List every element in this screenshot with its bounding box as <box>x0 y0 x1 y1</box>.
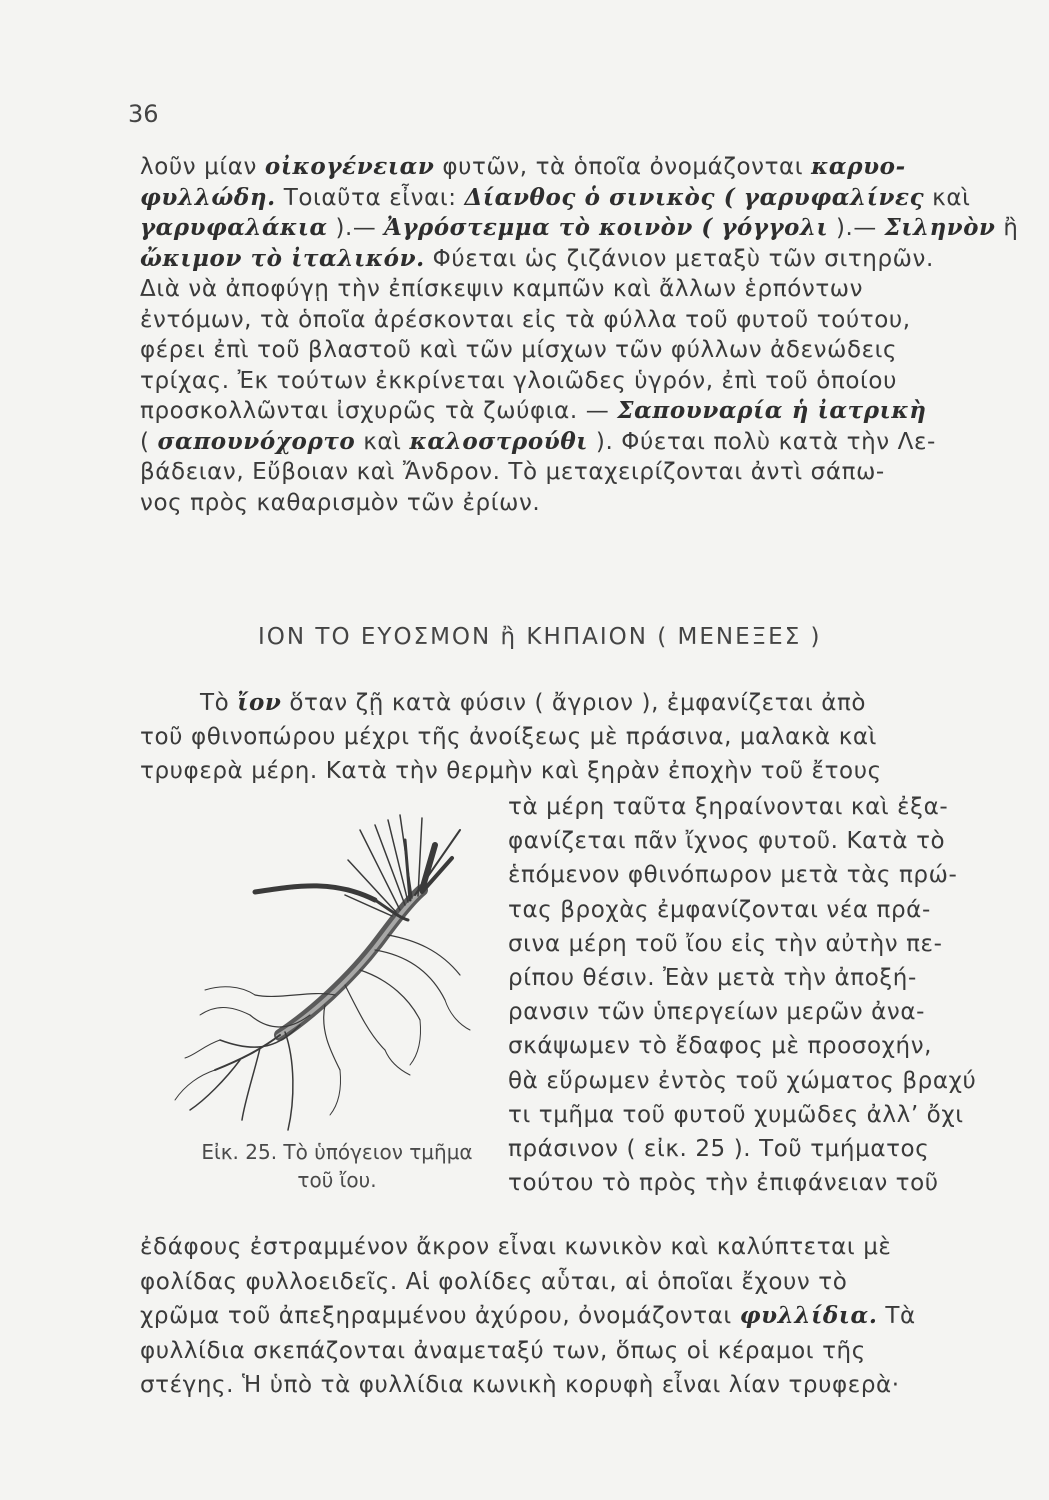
text-segment: ἐδάφους ἐστραμμένον ἄκρον εἶναι κωνικὸν καὶ καλύπτεται μὲ <box>140 1234 892 1260</box>
caption-line-1: Εἰκ. 25. Τὸ ὑπόγειον τμῆμα <box>201 1140 473 1164</box>
text-line <box>140 366 897 396</box>
violet-rhizome-illustration <box>160 800 500 1140</box>
text-line <box>140 152 906 182</box>
text-line <box>140 335 897 365</box>
text-segment: Διὰ νὰ ἀποφύγῃ τὴν ἐπίσκεψιν καμπῶν καὶ ἄλλων ἑρπόντων <box>140 276 864 302</box>
text-segment: λοῦν μίαν <box>140 154 265 180</box>
italic-term: οἰκογένειαν <box>264 153 435 180</box>
text-line: ἑπόμενον φθινόπωρον μετὰ τὰς πρώ- <box>508 862 958 889</box>
text-line <box>140 1336 866 1366</box>
text-line <box>140 1267 847 1297</box>
text-line: σινα μέρη τοῦ ἴου εἰς τὴν αὐτὴν πε- <box>508 930 943 957</box>
page-number: 36 <box>128 100 159 128</box>
text-line <box>140 274 863 304</box>
caption-line-2: τοῦ ἴου. <box>297 1168 377 1192</box>
text-segment: ). Φύεται πολὺ κατὰ τὴν Λε- <box>588 428 936 455</box>
text-segment: τρυφερὰ μέρη. Κατὰ τὴν θερμὴν καὶ ξηρὰν ἐποχὴν τοῦ ἔτους <box>140 758 882 784</box>
italic-term: Σιληνὸν <box>884 214 996 241</box>
text-segment: ἢ <box>995 215 1019 241</box>
italic-term: Σαπουναρία ἡ ἰατρικὴ <box>617 397 927 424</box>
text-line <box>140 1370 900 1400</box>
italic-term: φυλλώδη. <box>140 183 276 211</box>
text-line <box>140 722 877 752</box>
text-line <box>140 427 936 457</box>
text-line: τὰ μέρη ταῦτα ξηραίνονται καὶ ἐξα- <box>508 794 949 820</box>
text-segment: φολίδας φυλλοειδεῖς. Αἱ φολίδες αὗται, αἱ ὁποῖαι ἔχουν τὸ <box>140 1268 848 1295</box>
text-line <box>140 244 934 274</box>
italic-term: γαρυφαλάκια <box>140 214 328 241</box>
text-line <box>140 396 927 426</box>
text-line <box>140 1301 916 1331</box>
text-segment: τοῦ φθινοπώρου μέχρι τῆς ἀνοίξεως μὲ πράσινα, μαλακὰ καὶ <box>140 724 878 750</box>
text-line <box>140 183 970 213</box>
text-line <box>140 488 540 518</box>
text-line <box>140 756 882 786</box>
text-line: τούτου τὸ πρὸς τὴν ἐπιφάνειαν τοῦ <box>508 1170 939 1197</box>
text-line: πράσινον ( εἰκ. 25 ). Τοῦ τμήματος <box>508 1136 930 1162</box>
text-line: τας βροχὰς ἐμφανίζονται νέα πρά- <box>508 896 931 923</box>
text-segment: καὶ <box>924 184 971 211</box>
text-line <box>140 1232 891 1262</box>
text-segment: ἐντόμων, τὰ ὁποῖα ἀρέσκονται εἰς τὰ φύλλα τοῦ φυτοῦ τούτου, <box>140 306 911 333</box>
text-line: φανίζεται πᾶν ἴχνος φυτοῦ. Κατὰ τὸ <box>508 828 946 855</box>
italic-term: ἴον <box>237 689 282 716</box>
text-segment: φυτῶν, τὰ ὁποῖα ὀνομάζονται <box>434 154 812 180</box>
text-segment: στέγης. Ἡ ὑπὸ τὰ φυλλίδια κωνικὴ κορυφὴ εἶναι λίαν τρυφερὰ· <box>140 1372 900 1398</box>
text-line: ρίπου θέσιν. Ἐὰν μετὰ τὴν ἀποξή- <box>508 965 917 991</box>
text-segment: ).— <box>327 215 385 241</box>
text-segment: Τὰ <box>877 1303 916 1329</box>
italic-term: σαπουνόχορτο <box>157 427 356 455</box>
text-segment: νος πρὸς καθαρισμὸν τῶν ἐρίων. <box>140 489 541 516</box>
italic-term: φυλλίδια. <box>739 1302 878 1329</box>
text-segment: ).— <box>828 215 885 241</box>
text-segment: προσκολλῶνται ἰσχυρῶς τὰ ζωύφια. — <box>140 398 618 424</box>
figure-caption <box>172 1138 502 1194</box>
text-line <box>140 457 885 487</box>
text-segment: βάδειαν, Εὔβοιαν καὶ Ἄνδρον. Τὸ μεταχειρίζονται ἀντὶ σάπω- <box>140 459 885 485</box>
text-line: τι τμῆμα τοῦ φυτοῦ χυμῶδες ἀλλ’ ὄχι <box>508 1101 964 1128</box>
text-line: σκάψωμεν τὸ ἔδαφος μὲ προσοχήν, <box>508 1033 933 1060</box>
text-line: θὰ εὕρωμεν ἐντὸς τοῦ χώματος βραχύ <box>508 1067 977 1094</box>
text-segment: φέρει ἐπὶ τοῦ βλαστοῦ καὶ τῶν μίσχων τῶν φύλλων ἀδενώδεις <box>140 337 898 363</box>
text-line <box>200 688 866 718</box>
text-segment: Φύεται ὡς ζιζάνιον μεταξὺ τῶν σιτηρῶν. <box>424 245 934 272</box>
text-segment: φυλλίδια σκεπάζονται ἀναμεταξύ των, ὅπως οἱ κέραμοι τῆς <box>140 1337 866 1364</box>
text-line <box>140 305 911 335</box>
text-line <box>140 213 1018 243</box>
text-segment: χρῶμα τοῦ ἀπεξηραμμένου ἀχύρου, ὀνομάζονται <box>140 1303 740 1329</box>
text-segment: τρίχας. Ἐκ τούτων ἐκκρίνεται γλοιῶδες ὑγρόν, ἐπὶ τοῦ ὁποίου <box>140 367 897 394</box>
text-segment: καὶ <box>355 428 410 455</box>
italic-term: Δίανθος ὁ σινικὸς ( γαρυφαλίνες <box>464 183 925 211</box>
italic-term: καρυο- <box>811 153 906 180</box>
italic-term: ὤκιμον τὸ ἰταλικόν. <box>140 244 425 272</box>
section-heading: ΙΟΝ ΤΟ ΕΥΟΣΜΟΝ ἢ ΚΗΠΑΙΟΝ ( ΜΕΝΕΞΕΣ ) <box>258 624 822 650</box>
text-line: ρανσιν τῶν ὑπεργείων μερῶν ἀνα- <box>508 999 925 1026</box>
italic-term: καλοστρούθι <box>409 427 588 455</box>
text-segment: Τοιαῦτα εἶναι: <box>275 184 465 211</box>
text-segment: ( <box>140 428 158 455</box>
text-segment: ὅταν ζῇ κατὰ φύσιν ( ἄγριον ), ἐμφανίζεται ἀπὸ <box>281 690 867 716</box>
text-segment: Τὸ <box>200 690 238 716</box>
italic-term: Ἀγρόστεμμα τὸ κοινὸν ( γόγγολι <box>384 214 829 241</box>
